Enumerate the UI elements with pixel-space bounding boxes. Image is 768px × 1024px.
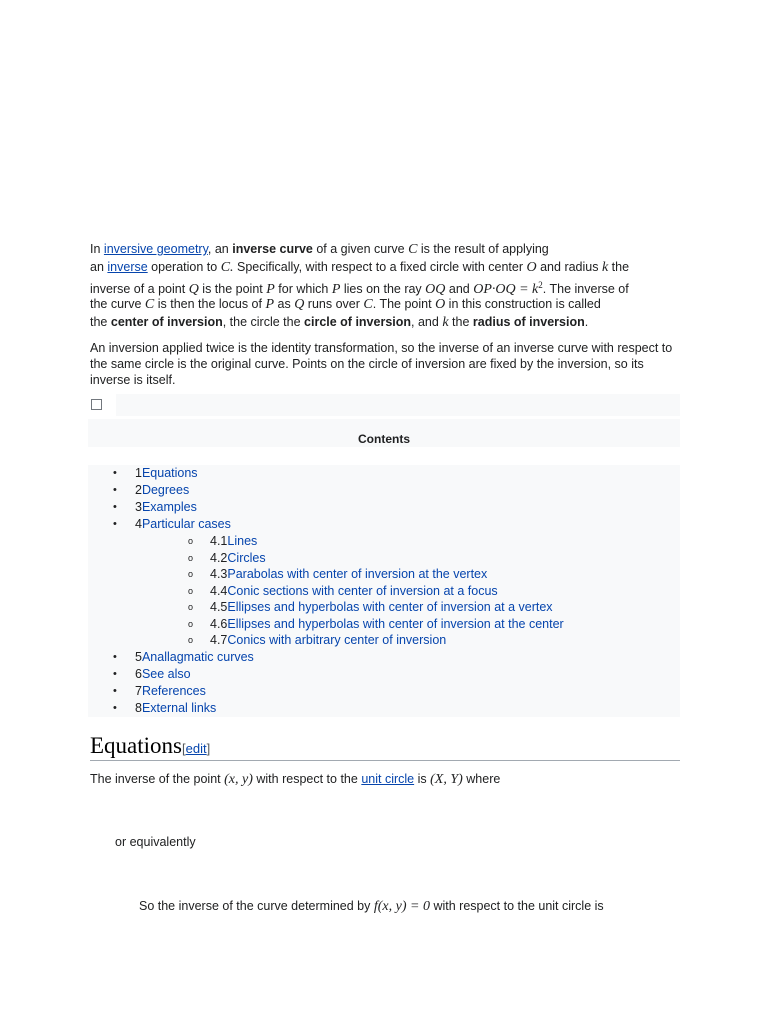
- equations-paragraph-3: [139, 897, 604, 916]
- text: and radius: [540, 260, 599, 275]
- toc-toggle-checkbox[interactable]: [91, 399, 102, 410]
- toc-number: 6: [135, 667, 142, 681]
- toc-item[interactable]: [88, 700, 680, 717]
- text: the curve: [90, 296, 142, 311]
- intro-line-4: [90, 295, 680, 313]
- text: with respect to the: [256, 772, 358, 786]
- math-Q: Q: [294, 296, 305, 312]
- section-heading-equations: [90, 733, 680, 761]
- toc-item-number: [135, 516, 231, 533]
- toc-number: 3: [135, 500, 142, 514]
- bullet-icon: •: [113, 518, 117, 530]
- text: , an: [207, 242, 229, 256]
- text: runs over: [307, 296, 360, 311]
- toc-item[interactable]: [88, 666, 680, 683]
- toc-link[interactable]: See also: [141, 667, 191, 681]
- toc-link[interactable]: Ellipses and hyperbolas with center of inversion at the center: [227, 617, 564, 631]
- text: The inverse of the point: [90, 772, 221, 786]
- text: an: [90, 260, 104, 275]
- term-circle-of-inversion: circle of inversion: [304, 314, 412, 329]
- math-superscript: 2: [538, 280, 543, 291]
- toc-number: 4.2: [210, 551, 228, 565]
- math-eq-k: = k: [519, 282, 539, 298]
- toc-item-number: [210, 533, 257, 550]
- equations-paragraph-2: or equivalently: [115, 835, 196, 849]
- text: . The inverse of: [542, 282, 629, 297]
- toc-link[interactable]: Particular cases: [141, 517, 231, 531]
- text: the: [611, 260, 630, 275]
- toc-item[interactable]: [88, 533, 680, 550]
- math-O: O: [526, 260, 537, 276]
- text: the: [452, 314, 470, 329]
- bullet-icon: •: [113, 651, 117, 663]
- text: lies on the ray: [343, 282, 422, 297]
- toc-toggle-cell: [88, 394, 116, 416]
- bullet-icon: o: [188, 553, 194, 563]
- text: inverse of a point: [90, 282, 186, 297]
- bullet-icon: •: [113, 702, 117, 714]
- bullet-icon: o: [188, 619, 194, 629]
- toc-item[interactable]: [88, 616, 680, 633]
- section-title: Equations: [90, 733, 182, 758]
- text: .: [584, 314, 589, 329]
- toc-item[interactable]: [88, 482, 680, 499]
- identity-paragraph: An inversion applied twice is the identity transformation, so the inverse of an inverse curve with respect to the same circle is the original curve. Points on the circle of inversion are fixed by the inversion, so its inverse is itself.: [90, 341, 673, 387]
- bullet-icon: o: [188, 635, 194, 645]
- text: . The point: [372, 296, 432, 311]
- math-point-xy: (x, y): [224, 772, 253, 787]
- toc-link[interactable]: Equations: [141, 466, 198, 480]
- text: In: [90, 242, 101, 256]
- toc-item-number: [210, 599, 553, 616]
- math-P: P: [266, 282, 275, 298]
- math-C: C.: [220, 260, 234, 276]
- toc-item-number: [210, 566, 487, 583]
- toc-item-number: [135, 499, 197, 516]
- bullet-icon: •: [113, 685, 117, 697]
- text: in this construction is called: [448, 296, 601, 311]
- edit-bracket-open: [: [182, 741, 186, 756]
- toc-number: 4.3: [210, 567, 228, 581]
- toc-link[interactable]: Conics with arbitrary center of inversion: [227, 633, 447, 647]
- math-C: C: [408, 242, 418, 257]
- math-k: k: [601, 260, 609, 276]
- text: is then the locus of: [157, 296, 262, 311]
- toc-item-number: [210, 583, 498, 600]
- toc-link[interactable]: Ellipses and hyperbolas with center of inversion at a vertex: [227, 600, 553, 614]
- text: and: [448, 282, 470, 297]
- toc-item-number: [135, 700, 216, 717]
- toc-number: 1: [135, 466, 142, 480]
- edit-bracket-close: ]: [206, 741, 211, 756]
- toc-item-number: [210, 616, 564, 633]
- math-OP-OQ: OP·OQ: [473, 282, 516, 298]
- math-O: O: [435, 296, 446, 312]
- toc-item[interactable]: [88, 516, 680, 533]
- term-center-of-inversion: center of inversion: [110, 314, 223, 329]
- toc-item[interactable]: [88, 683, 680, 700]
- toc-number: 7: [135, 684, 142, 698]
- toc-link[interactable]: Anallagmatic curves: [141, 650, 254, 664]
- toc-item-number: [135, 465, 198, 482]
- text: is the point: [202, 282, 263, 297]
- toc-item[interactable]: [88, 566, 680, 583]
- bullet-icon: o: [188, 602, 194, 612]
- text: is: [417, 772, 427, 786]
- term-radius-of-inversion: radius of inversion: [472, 314, 585, 329]
- text: So the inverse of the curve determined by: [139, 899, 371, 913]
- toc-item-number: [135, 683, 206, 700]
- intro-paragraph: [90, 240, 680, 331]
- bullet-icon: •: [113, 668, 117, 680]
- bullet-icon: •: [113, 501, 117, 513]
- text: operation to: [151, 260, 218, 275]
- math-P: P: [331, 282, 341, 298]
- toc-link[interactable]: Lines: [227, 534, 258, 548]
- toc-number: 4: [135, 517, 142, 531]
- toc-number: 4.7: [210, 633, 228, 647]
- toc-number: 4.5: [210, 600, 228, 614]
- bullet-icon: o: [188, 586, 194, 596]
- toc-number: 4.4: [210, 584, 228, 598]
- math-OQ: OQ: [425, 282, 446, 298]
- math-k: k: [442, 314, 449, 330]
- toc-number: 2: [135, 483, 142, 497]
- text: , and: [411, 314, 439, 329]
- toc-item-number: [135, 649, 254, 666]
- toc-link[interactable]: Degrees: [141, 483, 190, 497]
- edit-section-link[interactable]: edit: [185, 741, 207, 756]
- math-point-XY: (X, Y): [430, 772, 463, 787]
- intro-line-1: [90, 240, 680, 258]
- text: , the circle the: [222, 314, 301, 329]
- text: the: [90, 314, 108, 329]
- toc-toggle-bar: [88, 394, 680, 416]
- text: where: [466, 772, 501, 786]
- math-C: C: [363, 296, 373, 312]
- toc-link[interactable]: Circles: [227, 551, 266, 565]
- toc-number: 5: [135, 650, 142, 664]
- toc-link[interactable]: References: [141, 684, 206, 698]
- bullet-icon: o: [188, 536, 194, 546]
- toc-item[interactable]: [88, 583, 680, 600]
- text: as: [277, 296, 291, 311]
- text: of a given curve: [316, 242, 405, 256]
- unit-circle-link[interactable]: unit circle: [361, 772, 415, 786]
- bullet-icon: •: [113, 484, 117, 496]
- math-C: C: [144, 296, 155, 312]
- toc-link[interactable]: Conic sections with center of inversion at a focus: [227, 584, 498, 598]
- toc-item[interactable]: [88, 599, 680, 616]
- text: with respect to the unit circle is: [433, 899, 604, 913]
- math-P: P: [265, 296, 275, 312]
- bullet-icon: o: [188, 569, 194, 579]
- intro-line-5: [90, 313, 680, 331]
- text: Specifically, with respect to a fixed circle with center: [237, 260, 524, 275]
- toc-link[interactable]: External links: [141, 701, 217, 715]
- term-inverse-curve: inverse curve: [232, 242, 313, 256]
- toc-number: 4.6: [210, 617, 228, 631]
- toc-link[interactable]: Parabolas with center of inversion at the vertex: [227, 567, 488, 581]
- toc-item-number: [210, 550, 266, 567]
- inversive-geometry-link[interactable]: inversive geometry: [103, 242, 208, 256]
- toc-item[interactable]: [88, 550, 680, 567]
- bullet-icon: •: [113, 467, 117, 479]
- toc-link[interactable]: Examples: [141, 500, 197, 514]
- toc-header: [88, 419, 680, 447]
- toc-title: Contents: [358, 432, 410, 446]
- toc-item[interactable]: [88, 632, 680, 649]
- equations-paragraph-1: [90, 770, 500, 789]
- math-Q: Q: [188, 282, 199, 298]
- text: is the result of applying: [420, 242, 549, 256]
- inverse-link[interactable]: inverse: [107, 260, 148, 275]
- intro-line-2: [90, 258, 680, 276]
- toc-item-number: [135, 482, 189, 499]
- text: for which: [278, 282, 329, 297]
- toc-number: 4.1: [210, 534, 228, 548]
- toc-list: [88, 465, 680, 717]
- math-f-equals-zero: f(x, y) = 0: [373, 899, 430, 914]
- toc-item[interactable]: [88, 649, 680, 666]
- toc-item[interactable]: [88, 465, 680, 482]
- toc-item-number: [135, 666, 191, 683]
- toc-item[interactable]: [88, 499, 680, 516]
- toc-item-number: [210, 632, 446, 649]
- toc-number: 8: [135, 701, 142, 715]
- intro-line-3: [90, 276, 680, 298]
